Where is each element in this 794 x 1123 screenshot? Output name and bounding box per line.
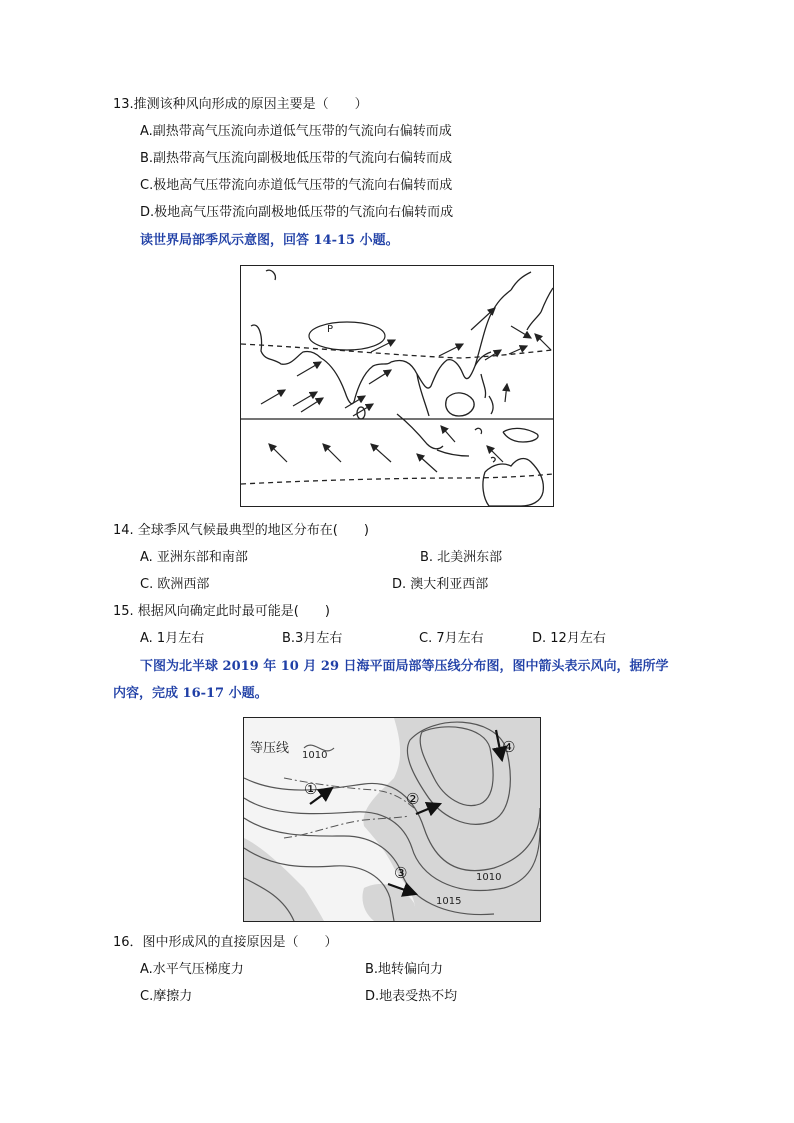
q13-option-d: D.极地高气压带流向副极地低压带的气流向右偏转而成	[140, 205, 454, 220]
dashed-line-south	[241, 474, 553, 484]
q16-stem: 16．图中形成风的直接原因是（ ）	[113, 935, 338, 950]
intro-16-17-line2: 内容，完成 16-17 小题。	[113, 686, 268, 701]
q13-stem: 13.推测该种风向形成的原因主要是（ ）	[113, 97, 368, 112]
monsoon-map	[240, 265, 554, 507]
q15-option-b: B.3月左右	[282, 631, 343, 646]
q14-stem: 14. 全球季风气候最典型的地区分布在( )	[113, 523, 369, 538]
intro-14-15: 读世界局部季风示意图，回答 14-15 小题。	[140, 233, 399, 248]
q16-option-c: C.摩擦力	[140, 989, 193, 1004]
label-p: P	[327, 324, 334, 335]
q15-option-c: C. 7月左右	[419, 631, 484, 646]
q15-option-a: A. 1月左右	[140, 631, 205, 646]
isobar-label-1010-a: 1010	[302, 750, 328, 761]
itcz-line-north	[241, 344, 553, 358]
q14-option-a: A. 亚洲东部和南部	[140, 550, 248, 565]
intro-16-17-line1: 下图为北半球 2019 年 10 月 29 日海平面局部等压线分布图，图中箭头表示风向，据所学	[140, 659, 669, 674]
coastlines	[251, 270, 553, 506]
isobar-map-figure	[244, 718, 540, 921]
marker-2: ②	[406, 790, 420, 808]
wind-arrows	[261, 308, 551, 472]
q15-option-d: D. 12月左右	[532, 631, 606, 646]
q15-stem: 15. 根据风向确定此时最可能是( )	[113, 604, 330, 619]
q14-option-c: C. 欧洲西部	[140, 577, 210, 592]
q16-option-b: B.地转偏向力	[365, 962, 444, 977]
isobar-map	[243, 717, 541, 922]
q14-option-b: B. 北美洲东部	[420, 550, 503, 565]
q13-option-a: A.副热带高气压流向赤道低气压带的气流向右偏转而成	[140, 124, 452, 139]
q13-option-b: B.副热带高气压流向副极地低压带的气流向右偏转而成	[140, 151, 453, 166]
high-pressure-p	[309, 322, 385, 350]
q14-option-d: D. 澳大利亚西部	[392, 577, 489, 592]
monsoon-map-figure	[241, 266, 553, 506]
q16-option-d: D.地表受热不均	[365, 989, 458, 1004]
marker-1: ①	[304, 780, 318, 798]
isobar-label-1010-b: 1010	[476, 872, 502, 883]
marker-4: ④	[502, 738, 516, 756]
marker-3: ③	[394, 864, 408, 882]
q16-option-a: A.水平气压梯度力	[140, 962, 244, 977]
q13-option-c: C.极地高气压带流向赤道低气压带的气流向右偏转而成	[140, 178, 453, 193]
isobar-legend: 等压线	[250, 741, 290, 756]
isobar-label-1015: 1015	[436, 896, 462, 907]
